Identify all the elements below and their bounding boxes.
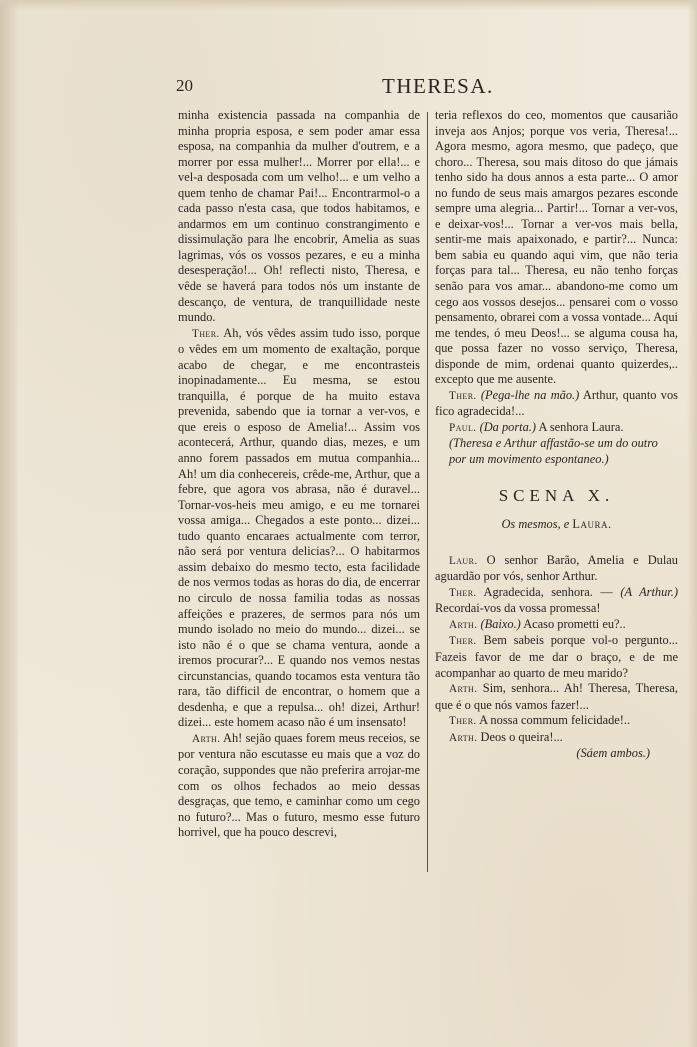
speech [435, 633, 678, 681]
page-right-edge [687, 0, 697, 1047]
speech [435, 713, 678, 730]
speaker-name: Laur. [449, 554, 478, 567]
page-top-edge [0, 0, 697, 10]
stage-direction: (Pega-lhe na mão.) [480, 387, 580, 402]
speech-text: Ah, vós vêdes assim tudo isso, porque o vêdes em um momento de exaltação, porque acabo de chegar, e me encontrasteis inopinadamente... Eu mesma, se estou tranquilla, é porque de ha muito estava prevenida, sabendo que ia tornar a ver-vos, e que ereis o esposo de Amelia!... Assim vos acontecerá, Arthur, quando dias, mezes, e um anno forem passados em mutua companhia... Ah! um dia conhecereis, crêde-me, Arthur, que a febre, que agora vos abrasa, não é duravel... Tornar-vos-heis meu amigo, e eu me tornarei vossa amiga... Chegados a este ponto... dizei... tudo quanto encaraes actualmente com terror, não será por ventura delicias?... O habitarmos assim debaixo do mesmo tecto, esta facilidade de nos vermos todas as horas do dia, de encerrar no circulo de nossa familia todas as nossas affeições e prazeres, de sermos para nós um mundo isolado no meio do mundo... dizei... se isto não é o que se chama ventura, aonde a iremos procurar?... E quando nos vemos nestas circunstancias, quando tocamos esta ventura tão rara, tão difficil de encontrar, o homem que a desdenha, e que a repulsa... oh! dizei, Arthur! dizei... este homem acaso não é um insensato! [178, 325, 420, 730]
speaker-name: Arth. [449, 683, 478, 696]
stage-direction: (Sáem ambos.) [576, 746, 650, 761]
speech [435, 730, 678, 747]
speech-text: Agradecida, senhora. — [483, 584, 613, 599]
speaker-name: Paul. [449, 421, 477, 434]
speaker-name: Ther. [449, 586, 477, 599]
speaker-name: Ther. [449, 389, 477, 402]
speech-text: Recordai-vos da vossa promessa! [435, 601, 601, 616]
speech [435, 420, 678, 437]
stage-direction: (Da porta.) [479, 419, 537, 434]
page-left-edge [0, 0, 18, 1047]
characters-text: Os mesmos, e [501, 517, 570, 532]
paragraph: minha existencia passada na companhia de minha propria esposa, e sem poder amar essa esposa, na companhia da mulher d'outrem, e a morrer por essa mulher!... Morrer por ella!... e vel-a desposada com um velho!... e um velho a quem tenho de chamar Pai!... Encontrarmol-o a cada passo n'esta casa, que todos habitamos, e andarmos em um continuo constrangimento e dissimulação para lhe encobrir, Amelia as suas lagrimas, vós os vossos pezares, e eu a minha desesperação!... Oh! reflecti nisto, Theresa, e vêde se haverá para todos nós um instante de descanço, de ventura, de tranquillidade neste mundo. [178, 108, 420, 325]
speech-text: Acaso prometti eu?.. [523, 616, 626, 631]
scene-characters [435, 517, 678, 533]
speech-text: Arthur, quanto vos fico agradecida!... [435, 387, 678, 419]
speech-text: Ah! sejão quaes forem meus receios, se por ventura não escutasse eu mais que a voz do coração, suppondes que não preferira arrojar-me com os olhos fechados ao meio dessas desgraças, que temo, e caminhar como um cego no futuro?... Mas o futuro, mesmo esse futuro horrivel, que ha pouco descrevi, [178, 730, 420, 840]
left-column [178, 108, 420, 841]
running-title: THERESA. [382, 74, 494, 98]
speech [435, 585, 678, 617]
speaker-name: Ther. [192, 327, 220, 340]
stage-direction: (Baixo.) [480, 616, 521, 631]
paragraph: teria reflexos do ceo, momentos que causarião inveja aos Anjos; porque vos veria, Theresa!... Agora mesmo, agora mesmo, que padeço, que choro... Theresa, sou mais ditoso do que jámais tenho sido ha dous annos a esta parte... O amor no fundo de seus mais amargos pezares esconde sempre uma alegria... Partir!... Tornar a ver-vos, e deixar-vos!... Tornar a ver-vos mais bella, sentir-me mais apaixonado, e partir?... Nunca: bem sabia eu quando aqui vim, que não teria forças para tal... Theresa, eu não tenho forças senão para vos amar... abandono-me como um cego aos vossos desejos... pensarei com o vosso pensamento, obrarei com a vossa vontade... Aqui me tendes, ó meu Deos!... se alguma cousa ha, que possa fazer no vosso serviço, Theresa, disponde de mim, ordenai quanto quizerdes,.. excepto que me ausente. [435, 108, 678, 387]
speech-text: A nossa commum felicidade!.. [479, 713, 631, 728]
right-column [435, 108, 678, 762]
speech-text: Deos o queira!... [480, 729, 563, 744]
speech [178, 326, 420, 731]
character-name: Laura. [572, 517, 612, 532]
speaker-name: Arth. [449, 731, 478, 744]
speech [435, 388, 678, 420]
speech [435, 617, 678, 634]
speech-text: A senhora Laura. [538, 419, 624, 434]
scene-title: SCENA X. [498, 485, 615, 505]
page-header [176, 76, 678, 106]
speech [435, 681, 678, 713]
stage-direction: (A Arthur.) [620, 584, 678, 599]
speech-text: O senhor Barão, Amelia e Dulau aguardão por vós, senhor Arthur. [435, 552, 678, 584]
stage-direction: (Theresa e Arthur affastão-se um do outro por um movimento espontaneo.) [449, 436, 658, 467]
speaker-name: Arth. [192, 732, 221, 745]
speaker-name: Ther. [449, 715, 477, 728]
speech-text: Bem sabeis porque vol-o pergunto... Fazeis favor de me dar o braço, e de me acompanhar ao quarto de meu marido? [435, 633, 679, 680]
speaker-name: Arth. [449, 618, 478, 631]
page-number: 20 [176, 76, 193, 95]
speaker-name: Ther. [449, 635, 477, 648]
speech [178, 731, 420, 841]
speech-text: Sim, senhora... Ah! Theresa, Theresa, que é o que nós vamos fazer!... [435, 681, 678, 712]
column-divider [427, 112, 428, 872]
speech [435, 553, 678, 585]
